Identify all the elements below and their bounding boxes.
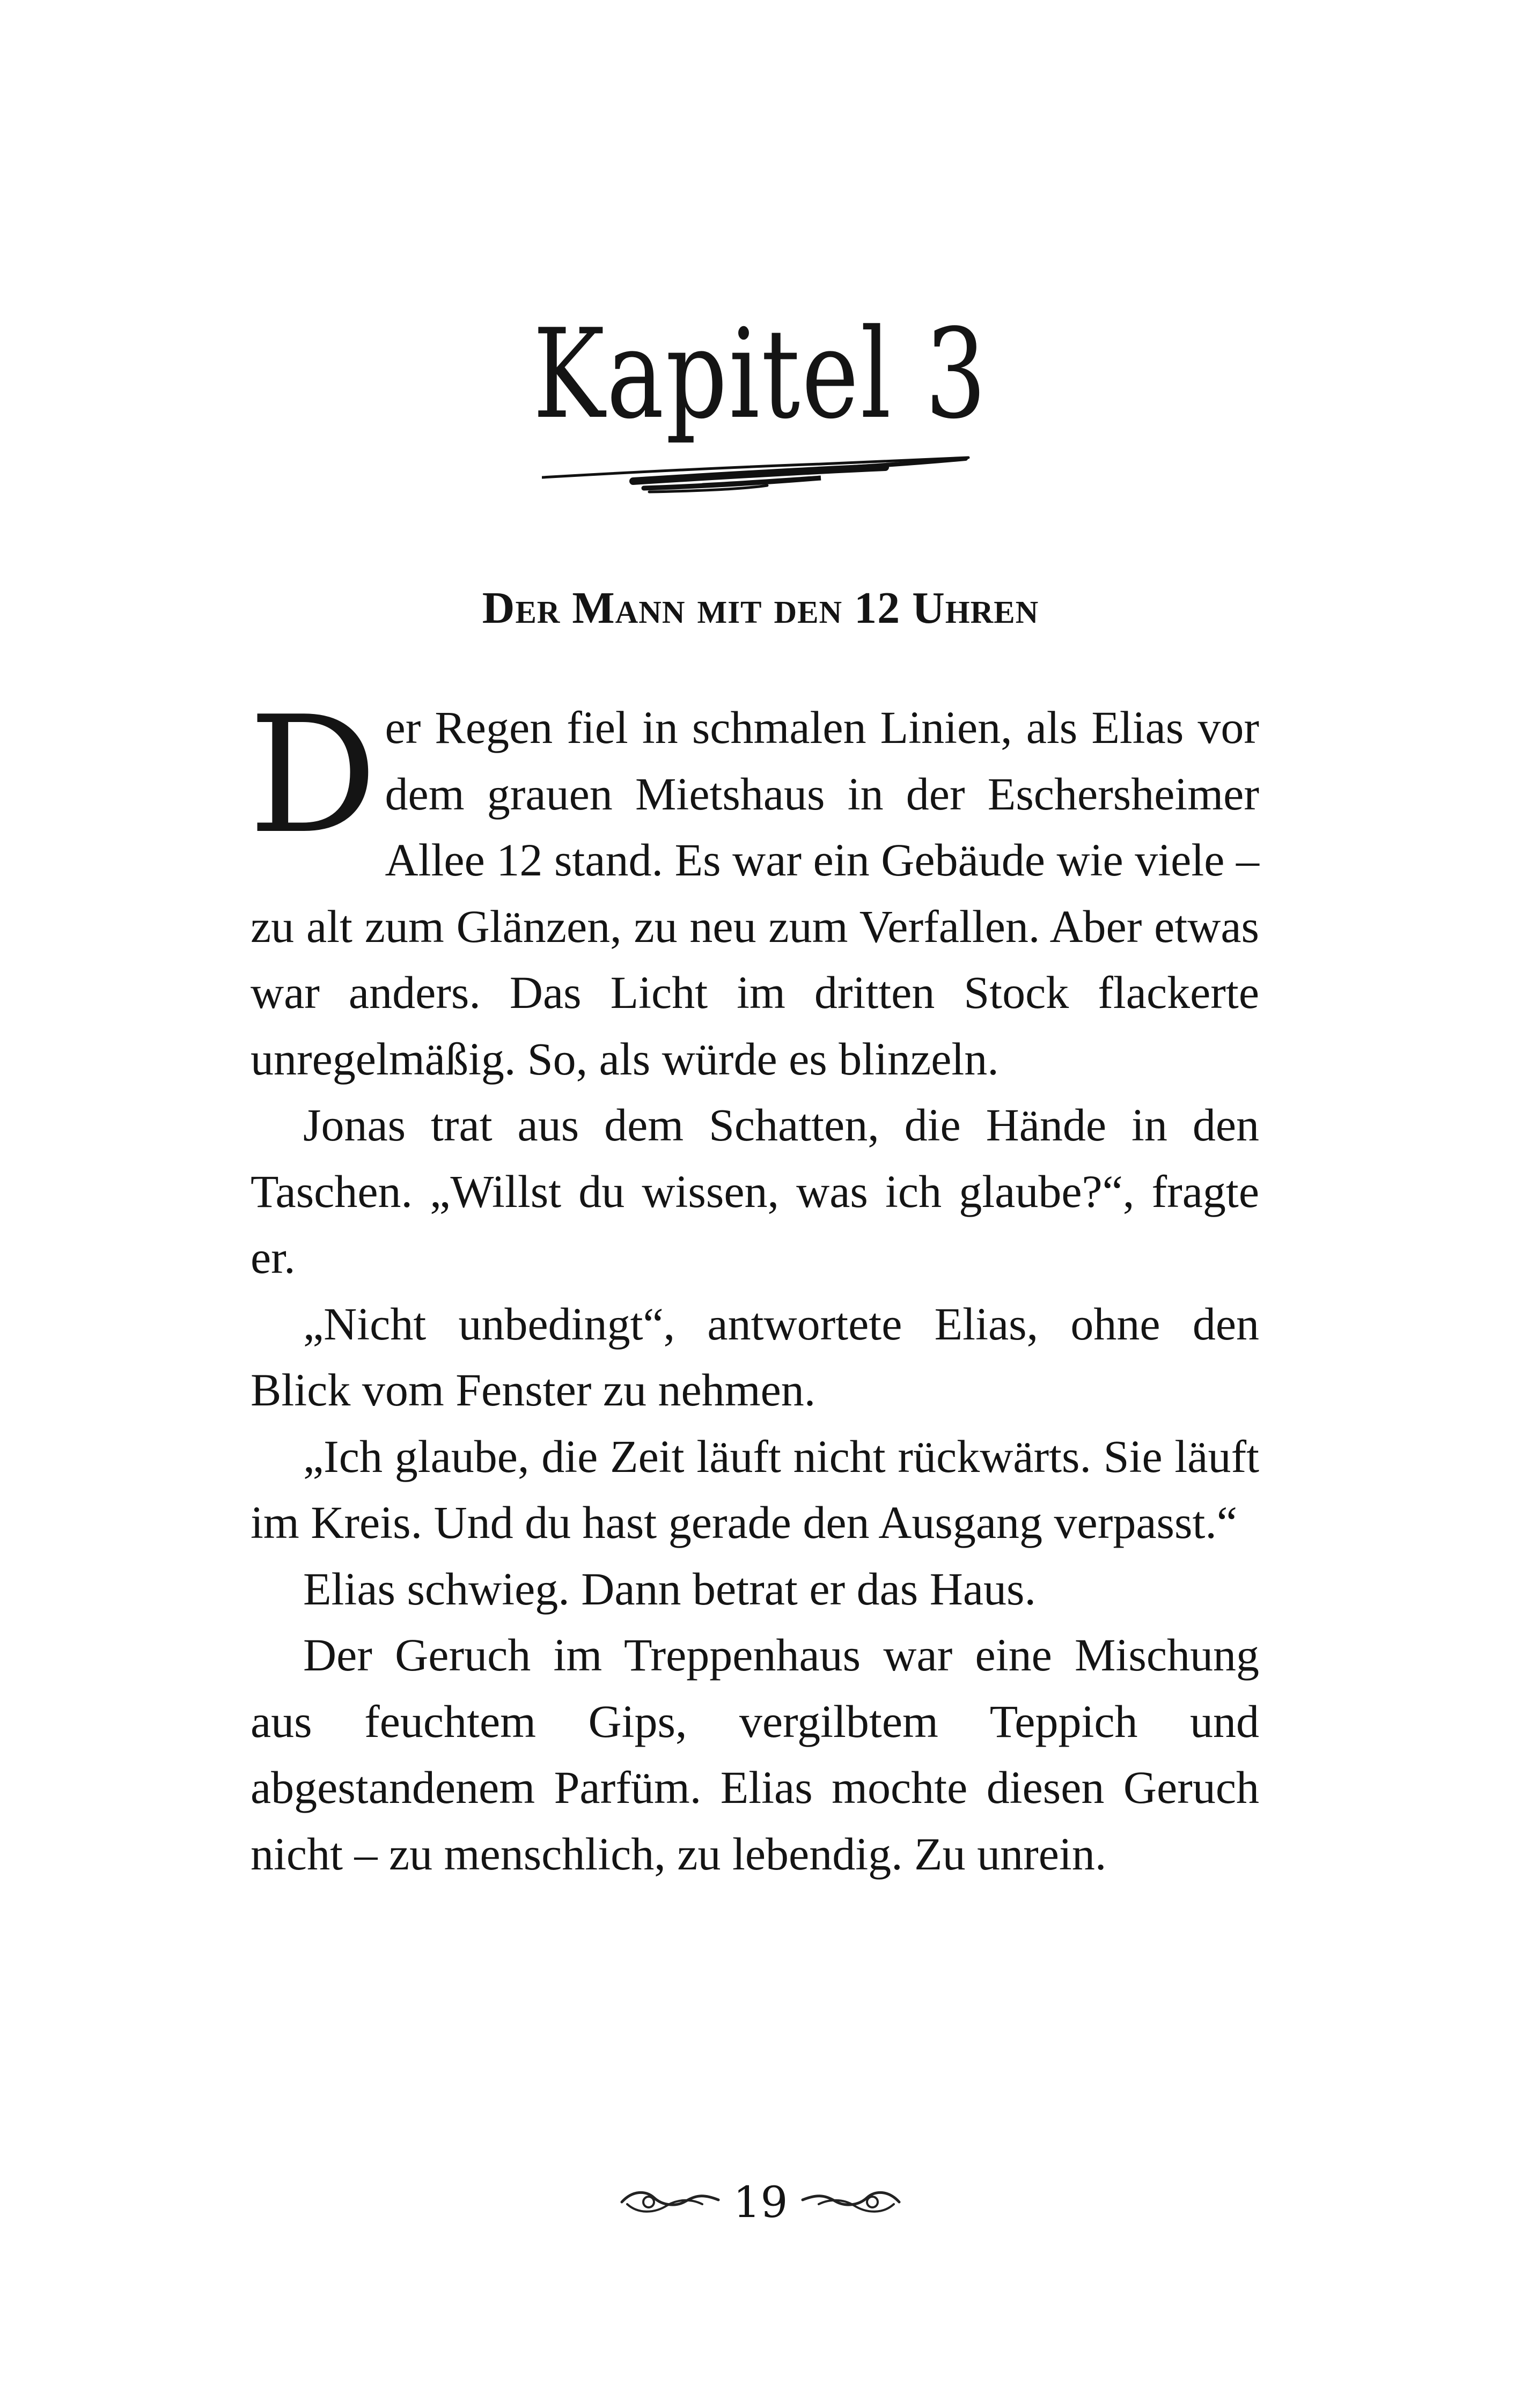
- paragraph: „Ich glaube, die Zeit läuft nicht rückwärts. Sie läuft im Kreis. Und du hast gerade den Ausgang verpasst.“: [251, 1430, 1259, 1548]
- flourish-left-icon: [616, 2181, 724, 2223]
- chapter-body: [248, 682, 1259, 1887]
- paragraph: [248, 682, 1259, 1092]
- paragraph-text: er Regen fiel in schmalen Linien, als Elias vor dem grauen Mietshaus in der Eschersheimer Allee 12 stand. Es war ein Gebäude wie viele – zu alt zum Glänzen, zu neu zum Verfallen. Aber etwas war anders. Das Licht im dritten Stock flackerte unregelmäßig. So, als würde es blinzeln.: [251, 702, 1259, 1085]
- brush-stroke-divider: [542, 448, 971, 496]
- chapter-subtitle: Der Mann mit den 12 Uhren: [482, 583, 1039, 633]
- drop-cap: D: [248, 682, 378, 869]
- paragraph: Elias schwieg. Dann betrat er das Haus.: [303, 1563, 1037, 1615]
- chapter-title: Kapitel 3: [533, 303, 988, 447]
- flourish-right-icon: [797, 2181, 905, 2223]
- page-number: 19: [733, 2177, 788, 2227]
- paragraph: „Nicht unbedingt“, antwortete Elias, ohne den Blick vom Fenster zu nehmen.: [251, 1298, 1259, 1416]
- paragraph: Jonas trat aus dem Schatten, die Hände in den Taschen. „Willst du wissen, was ich glaube?“, fragte er.: [251, 1099, 1259, 1283]
- paragraph: Der Geruch im Treppenhaus war eine Mischung aus feuchtem Gips, vergilbtem Teppich und abgestandenem Parfüm. Elias mochte diesen Geruch nicht – zu menschlich, zu lebendig. Zu unrein.: [251, 1629, 1259, 1880]
- page-footer: [0, 2167, 1521, 2237]
